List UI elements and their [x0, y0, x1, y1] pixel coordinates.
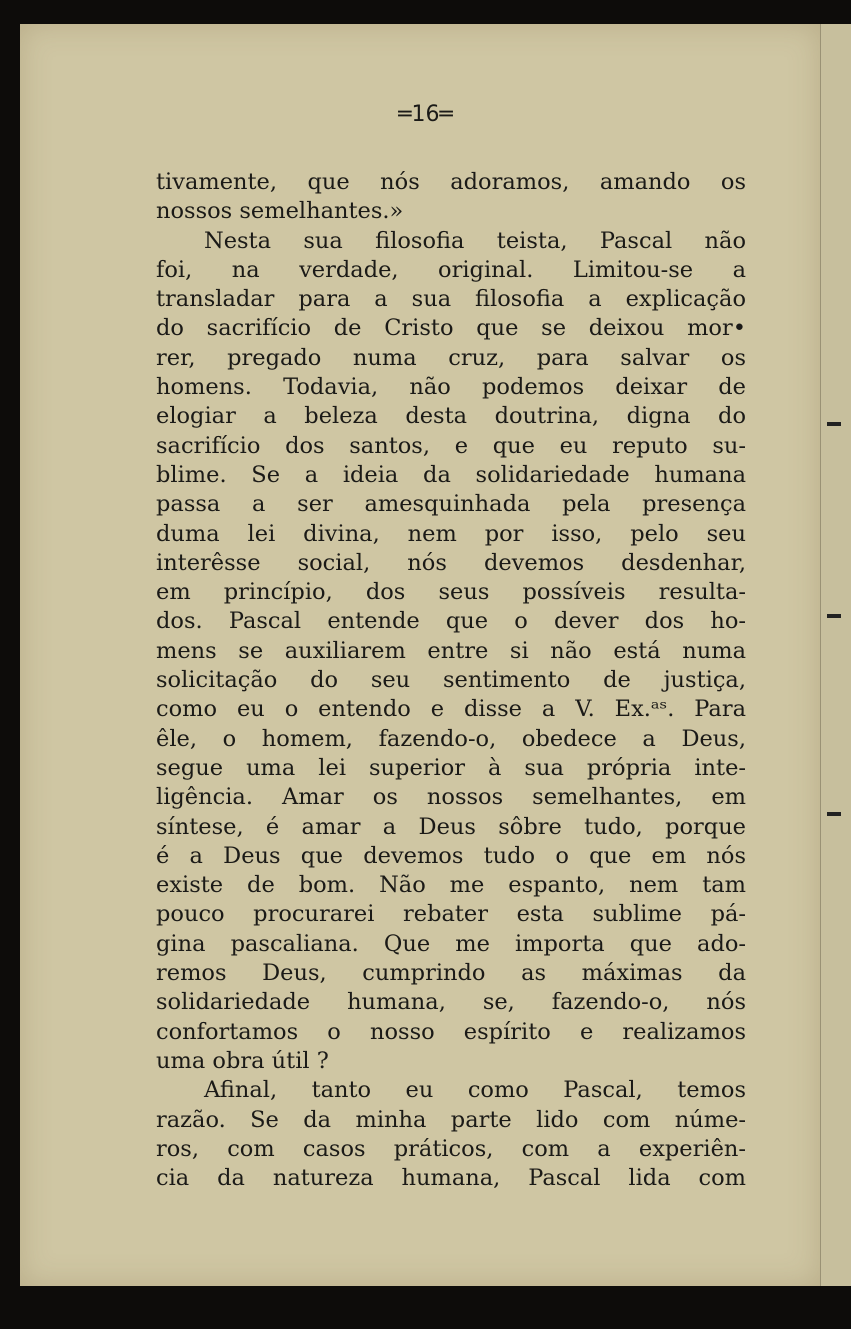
text-line: em princípio, dos seus possíveis resulta-: [156, 579, 746, 606]
text-line: solidariedade humana, se, fazendo-o, nós: [156, 989, 746, 1016]
text-line: rer, pregado numa cruz, para salvar os: [156, 344, 746, 371]
edge-mark: [827, 422, 841, 426]
text-line: transladar para a sua filosofia a explicação: [156, 286, 746, 313]
page-edge: [820, 24, 851, 1286]
text-line: ros, com casos práticos, com a experiên-: [156, 1135, 746, 1162]
text-line: uma obra útil ?: [156, 1047, 329, 1074]
text-line: como eu o entendo e disse a V. Ex.ᵃˢ. Para: [156, 696, 746, 723]
page-number: ═16═: [398, 102, 453, 127]
text-line: razão. Se da minha parte lido com núme-: [156, 1106, 746, 1133]
text-line: existe de bom. Não me espanto, nem tam: [156, 872, 746, 899]
text-line: elogiar a beleza desta doutrina, digna do: [156, 403, 746, 430]
text-line: êle, o homem, fazendo-o, obedece a Deus,: [156, 725, 746, 752]
text-line: passa a ser amesquinhada pela presença: [156, 491, 746, 518]
text-line: síntese, é amar a Deus sôbre tudo, porque: [156, 813, 746, 840]
edge-mark: [827, 812, 841, 816]
text-line: dos. Pascal entende que o dever dos ho-: [156, 608, 746, 635]
text-line: foi, na verdade, original. Limitou-se a: [156, 256, 746, 283]
text-line: duma lei divina, nem por isso, pelo seu: [156, 520, 746, 547]
text-line: ligência. Amar os nossos semelhantes, em: [156, 784, 746, 811]
text-line: Afinal, tanto eu como Pascal, temos: [204, 1077, 746, 1104]
text-line: do sacrifício de Cristo que se deixou mor•: [156, 315, 746, 342]
text-line: remos Deus, cumprindo as máximas da: [156, 960, 746, 987]
text-line: blime. Se a ideia da solidariedade humana: [156, 461, 746, 488]
text-line: é a Deus que devemos tudo o que em nós: [156, 842, 746, 869]
text-line: solicitação do seu sentimento de justiça,: [156, 667, 746, 694]
text-line: homens. Todavia, não podemos deixar de: [156, 374, 746, 401]
body-text: [156, 168, 746, 1193]
text-line: mens se auxiliarem entre si não está numa: [156, 637, 746, 664]
text-line: gina pascaliana. Que me importa que ado-: [156, 930, 746, 957]
text-line: interêsse social, nós devemos desdenhar,: [156, 549, 746, 576]
text-line: segue uma lei superior à sua própria inte-: [156, 754, 746, 781]
edge-mark: [827, 614, 841, 618]
text-line: confortamos o nosso espírito e realizamos: [156, 1018, 746, 1045]
text-line: Nesta sua filosofia teista, Pascal não: [204, 227, 746, 254]
text-line: nossos semelhantes.»: [156, 198, 404, 225]
text-line: sacrifício dos santos, e que eu reputo su-: [156, 432, 746, 459]
text-line: pouco procurarei rebater esta sublime pá-: [156, 901, 746, 928]
text-line: cia da natureza humana, Pascal lida com: [156, 1165, 746, 1192]
text-line: tivamente, que nós adoramos, amando os: [156, 169, 746, 195]
